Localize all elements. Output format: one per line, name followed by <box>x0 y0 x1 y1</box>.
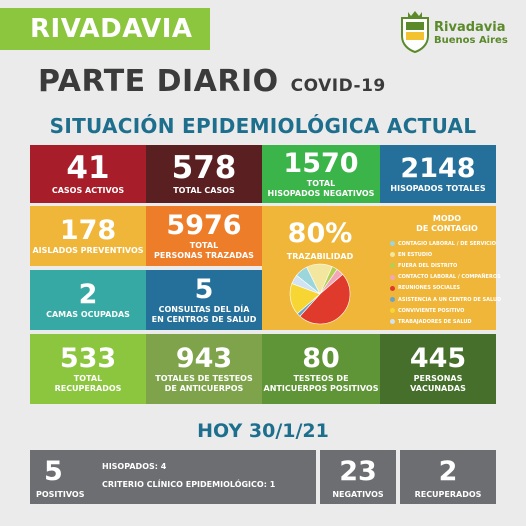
personas-trazadas-label-2: PERSONAS TRAZADAS <box>154 250 254 260</box>
camas-tile <box>30 270 146 330</box>
hisopados-totales-value: 2148 <box>400 152 476 184</box>
recuperados-label-1: TOTAL <box>73 374 103 384</box>
trazabilidad-label: TRAZABILIDAD <box>286 252 354 261</box>
criterio-detail: CRITERIO CLÍNICO EPIDEMIOLÓGICO: 1 <box>102 480 276 489</box>
legend-swatch <box>390 319 395 324</box>
legend-label: CONTAGIO LABORAL / DE SERVICIO <box>398 240 496 247</box>
consultas-label-2: EN CENTROS DE SALUD <box>151 314 257 324</box>
shield-icon <box>398 10 432 54</box>
city-banner <box>0 8 210 50</box>
city-name: RIVADAVIA <box>30 14 193 44</box>
today-heading: HOY 30/1/21 <box>197 420 329 442</box>
vacunadas-label-2: VACUNADAS <box>410 383 466 393</box>
modo-title-line1: MODO <box>432 214 462 223</box>
logo-line1: Rivadavia <box>434 20 506 35</box>
consultas-tile <box>146 270 262 330</box>
total-casos-label: TOTAL CASOS <box>173 185 235 195</box>
page-title <box>38 64 498 104</box>
modo-title-line2: DE CONTAGIO <box>416 223 478 233</box>
anticuerpos-positivos-value: 80 <box>302 343 340 375</box>
casos-activos-value: 41 <box>66 149 110 186</box>
vacunadas-label-1: PERSONAS <box>413 374 463 384</box>
hisopados-totales-label: HISOPADOS TOTALES <box>390 183 486 193</box>
municipal-logo <box>398 10 518 62</box>
legend-swatch <box>390 297 395 302</box>
total-casos-value: 578 <box>171 149 237 186</box>
recuperados-label-2: RECUPERADOS <box>54 383 122 393</box>
legend-item <box>390 294 502 305</box>
legend-item <box>390 283 494 294</box>
positivos-label: POSITIVOS <box>36 490 85 499</box>
legend-label: EN ESTUDIO <box>398 251 433 258</box>
vacunadas-tile <box>380 334 496 404</box>
aislados-tile <box>30 206 146 266</box>
consultas-value: 5 <box>194 274 214 306</box>
legend-item <box>390 249 494 260</box>
casos-activos-label: CASOS ACTIVOS <box>51 185 125 195</box>
legend-label: CONVIVIENTE POSITIVO <box>398 307 465 314</box>
vacunadas-value: 445 <box>409 343 467 375</box>
legend-label: FUERA DEL DISTRITO <box>398 262 458 269</box>
modo-contagio-pie-chart <box>288 262 352 326</box>
recuperados-value: 533 <box>59 343 117 375</box>
legend-label: TRABAJADORES DE SALUD <box>398 318 472 325</box>
testeos-value: 943 <box>175 343 233 375</box>
anticuerpos-positivos-label-1: TESTEOS DE <box>293 374 349 384</box>
testeos-label-2: DE ANTICUERPOS <box>164 383 244 393</box>
legend-swatch <box>390 286 395 291</box>
legend-item <box>390 272 501 283</box>
trazabilidad-percent: 80% <box>287 218 353 249</box>
trazabilidad-panel <box>262 206 502 330</box>
legend-swatch <box>390 275 395 280</box>
legend-item <box>390 316 494 327</box>
logo-line2: Buenos Aires <box>434 35 508 46</box>
negativos-value: 23 <box>339 456 377 487</box>
negativos-tile <box>320 450 396 504</box>
title-subtitle: COVID-19 <box>290 76 386 96</box>
personas-trazadas-tile <box>146 206 262 266</box>
modo-contagio-title <box>402 214 492 233</box>
legend-item <box>390 238 494 249</box>
aislados-label: AISLADOS PREVENTIVOS <box>32 245 144 255</box>
hisopados-negativos-value: 1570 <box>283 148 359 180</box>
legend-swatch <box>390 241 395 246</box>
legend-swatch <box>390 308 395 313</box>
consultas-label-1: CONSULTAS DEL DÍA <box>158 305 250 315</box>
hisopados-totales-tile <box>380 145 496 203</box>
legend-swatch <box>390 263 395 268</box>
recuperados-hoy-label: RECUPERADOS <box>414 490 482 499</box>
aislados-value: 178 <box>59 214 117 246</box>
anticuerpos-positivos-tile <box>262 334 380 404</box>
hisopados-negativos-tile <box>262 145 380 203</box>
legend-label: REUNIONES SOCIALES <box>398 285 461 292</box>
testeos-label-1: TOTALES DE TESTEOS <box>155 374 253 384</box>
recuperados-hoy-tile <box>400 450 496 504</box>
section-title: SITUACIÓN EPIDEMIOLÓGICA ACTUAL <box>49 114 477 138</box>
positivos-value: 5 <box>44 456 63 487</box>
legend-swatch <box>390 252 395 257</box>
legend-label: CONTACTO LABORAL / COMPAÑEROS <box>398 274 501 281</box>
personas-trazadas-value: 5976 <box>166 210 242 242</box>
title-text: PARTE DIARIO <box>38 64 279 99</box>
positivos-tile <box>30 450 316 504</box>
hisopados-negativos-label-2: HISOPADOS NEGATIVOS <box>267 188 375 198</box>
personas-trazadas-label-1: TOTAL <box>189 241 219 251</box>
legend-label: ASISTENCIA A UN CENTRO DE SALUD <box>398 296 502 303</box>
camas-label: CAMAS OCUPADAS <box>46 309 130 319</box>
total-casos-tile <box>146 145 262 203</box>
recuperados-hoy-value: 2 <box>438 456 458 487</box>
logo-text <box>434 18 508 46</box>
camas-value: 2 <box>78 278 98 310</box>
testeos-tile <box>146 334 262 404</box>
casos-activos-tile <box>30 145 146 203</box>
hisopados-negativos-label-1: TOTAL <box>306 179 336 189</box>
legend-item <box>390 305 494 316</box>
recuperados-tile <box>30 334 146 404</box>
hisopados-detail: HISOPADOS: 4 <box>102 462 167 471</box>
negativos-label: NEGATIVOS <box>332 490 384 499</box>
legend-item <box>390 260 494 271</box>
modo-contagio-legend <box>390 238 502 328</box>
anticuerpos-positivos-label-2: ANTICUERPOS POSITIVOS <box>263 383 379 393</box>
